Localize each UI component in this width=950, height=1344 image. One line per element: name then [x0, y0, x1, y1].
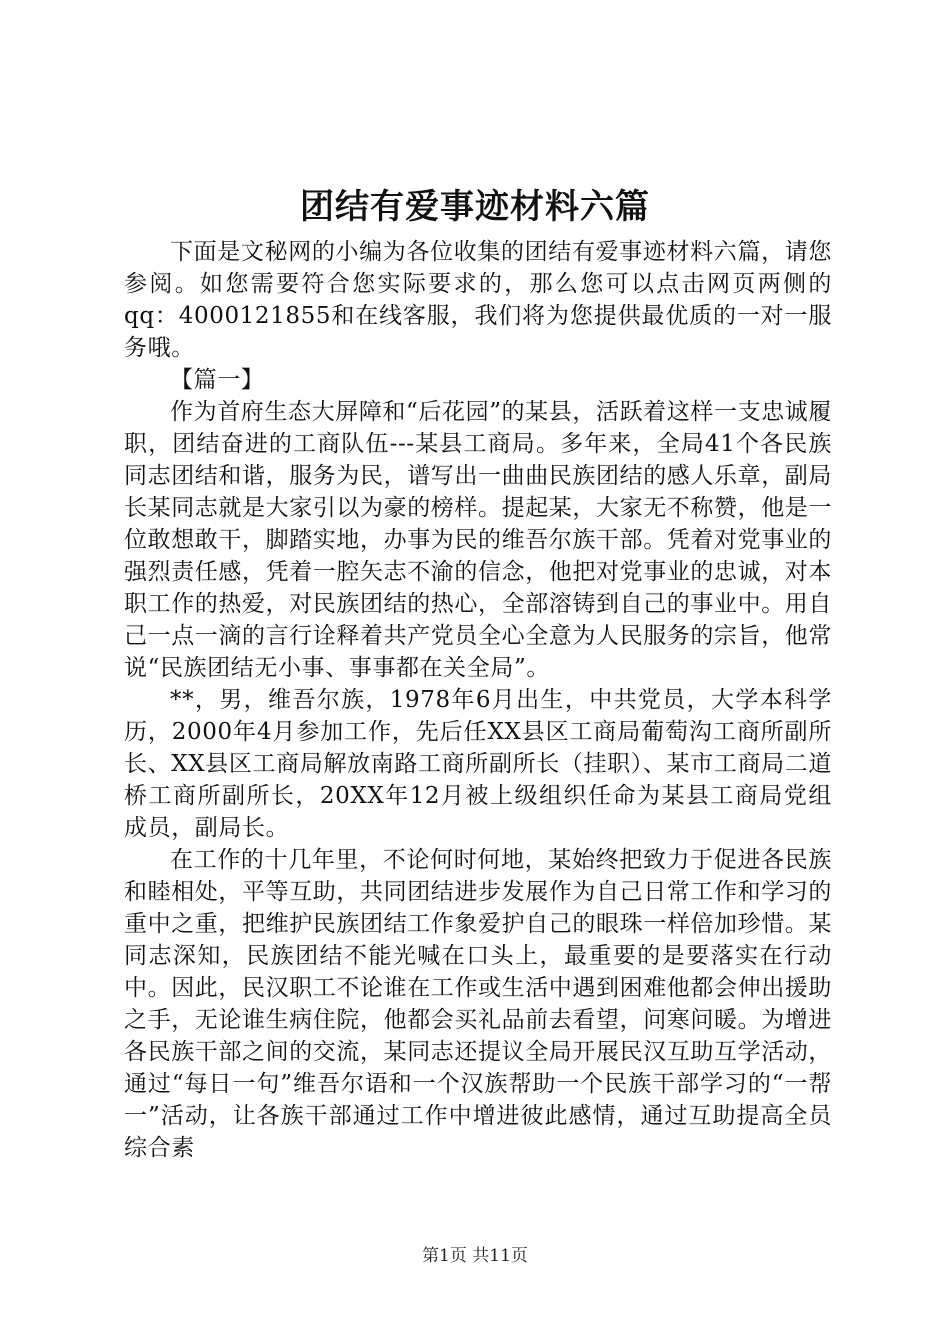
- section-heading: 【篇一】: [170, 367, 265, 393]
- page-title: 团结有爱事迹材料六篇: [300, 187, 650, 227]
- page-number-footer: 第1页 共11页: [422, 1246, 528, 1266]
- body-paragraph: **，男，维吾尔族，1978年6月出生，中共党员，大学本科学历，2000年4月参加工作，先后任XX县区工商局葡萄沟工商所副所长、XX县区工商局解放南路工商所副所长（挂职）、某市工商局二道桥工商所副所长，20XX年12月被上级组织任命为某县工商局党组成员，副局长。: [124, 687, 832, 841]
- document-body: [124, 236, 832, 1164]
- body-paragraph: 作为首府生态大屏障和“后花园”的某县，活跃着这样一支忠诚履职，团结奋进的工商队伍---某县工商局。多年来，全局41个各民族同志团结和谐，服务为民，谱写出一曲曲民族团结的感人乐章，副局长某同志就是大家引以为豪的榜样。提起某，大家无不称赞，他是一位敢想敢干，脚踏实地，办事为民的维吾尔族干部。凭着对党事业的强烈责任感，凭着一腔矢志不渝的信念，他把对党事业的忠诚，对本职工作的热爱，对民族团结的热心，全部溶铸到自己的事业中。用自己一点一滴的言行诠释着共产党员全心全意为人民服务的宗旨，他常说“民族团结无小事、事事都在关全局”。: [124, 399, 832, 681]
- body-paragraph: 在工作的十几年里，不论何时何地，某始终把致力于促进各民族和睦相处，平等互助，共同团结进步发展作为自己日常工作和学习的重中之重，把维护民族团结工作象爱护自己的眼珠一样倍加珍惜。某同志深知，民族团结不能光喊在口头上，最重要的是要落实在行动中。因此，民汉职工不论谁在工作或生活中遇到困难他都会伸出援助之手，无论谁生病住院，他都会买礼品前去看望，问寒问暖。为增进各民族干部之间的交流，某同志还提议全局开展民汉互助互学活动，通过“每日一句”维吾尔语和一个汉族帮助一个民族干部学习的“一帮一”活动，让各族干部通过工作中增进彼此感情，通过互助提高全员综合素: [124, 847, 832, 1161]
- intro-paragraph: 下面是文秘网的小编为各位收集的团结有爱事迹材料六篇，请您参阅。如您需要符合您实际要求的，那么您可以点击网页两侧的qq：4000121855和在线客服，我们将为您提供最优质的一对一服务哦。: [124, 239, 832, 361]
